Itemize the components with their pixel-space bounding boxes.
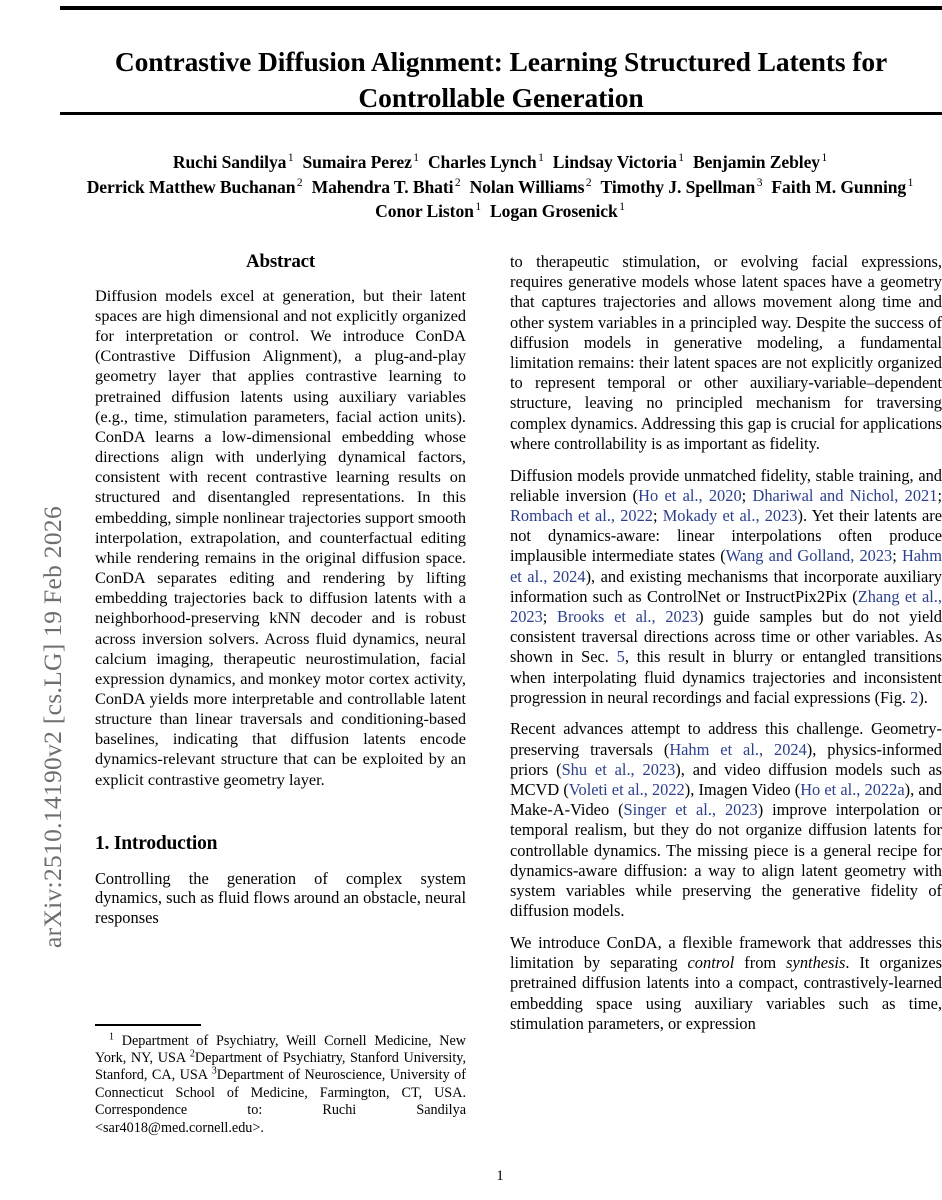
citation-link[interactable]: Ho et al., 2022a	[800, 780, 905, 800]
section-spacer	[95, 790, 466, 834]
citation-link[interactable]: Wang and Golland, 2023	[725, 546, 893, 566]
page-title: Contrastive Diffusion Alignment: Learning Structured Latents for Controllable Generation	[114, 46, 888, 114]
header-rule-top	[60, 6, 942, 10]
citation-link[interactable]: Hahm et al., 2024	[669, 739, 807, 759]
citation-link[interactable]: Dhariwal and Nichol, 2021	[752, 485, 938, 505]
author-affiliation-marker: 1	[907, 176, 914, 189]
emphasis-text: control	[687, 953, 735, 973]
citation-link[interactable]: Brooks et al., 2023	[557, 606, 699, 626]
author-affiliation-marker: 1	[413, 152, 419, 165]
author-affiliation-marker: 3	[756, 176, 763, 189]
author-name: Mahendra T. Bhati	[311, 176, 454, 197]
arxiv-stamp-text: arXiv:2510.14190v2 [cs.LG] 19 Feb 2026	[38, 505, 67, 948]
author-name: Faith M. Gunning	[771, 176, 907, 197]
section-spacer-after	[95, 854, 466, 869]
author-name: Timothy J. Spellman	[600, 176, 756, 197]
intro-paragraph-left: Controlling the generation of complex system dynamics, such as fluid flows around an obstacle, neural responses	[95, 868, 466, 928]
footnote-affiliation-marker: 2	[189, 1048, 195, 1060]
affiliation-footnote	[95, 1024, 466, 1137]
citation-link[interactable]: Voleti et al., 2022	[568, 780, 685, 800]
author-name: Derrick Matthew Buchanan	[86, 176, 296, 197]
citation-link[interactable]: Ho et al., 2020	[638, 485, 742, 505]
author-affiliation-marker: 1	[821, 152, 828, 165]
author-line	[58, 150, 942, 175]
author-name: Lindsay Victoria	[552, 152, 677, 172]
author-affiliation-marker: 2	[454, 176, 461, 189]
citation-link[interactable]: Zhang et al., 2023	[510, 586, 942, 626]
emphasis-text: synthesis	[786, 953, 846, 973]
abstract-heading: Abstract	[245, 251, 316, 272]
right-paragraph-2: Diffusion models provide unmatched fidelity, stable training, and reliable inversion (Ho et al., 2020; Dhariwal and Nichol, 2021; Rombach et al., 2022; Mokady et al., 2023). Yet their latents are not dynamics-aware: linear interpolations often produce implausible intermediate states (Wang and Golland, 2023; Hahm et al., 2024), and existing mechanisms that incorporate auxiliary information such as ControlNet or InstructPix2Pix (Zhang et al., 2023; Brooks et al., 2023) guide samples but do not yield consistent traversal directions across time or other variables. As shown in Sec. 5, this result in blurry or entangled transitions when interpolating fluid dynamics trajectories and inconsistent progression in neural recordings and facial expressions (Fig. 2).	[510, 465, 942, 707]
citation-link[interactable]: Rombach et al., 2022	[510, 505, 653, 525]
left-column	[95, 252, 466, 928]
author-affiliation-marker: 1	[619, 201, 625, 214]
author-name: Charles Lynch	[427, 152, 537, 172]
author-name: Logan Grosenick	[489, 201, 618, 221]
author-affiliation-marker: 1	[475, 201, 481, 214]
right-column	[510, 252, 942, 1034]
abstract-text: Diffusion models excel at generation, but their latent spaces are high dimensional and not explicitly organized for interpretation or control. We introduce ConDA (Contrastive Diffusion Alignment), a plug-and-play geometry layer that applies contrastive learning to pretrained diffusion latents using auxiliary variables (e.g., time, stimulation parameters, facial action units). ConDA learns a low-dimensional embedding whose directions align with underlying dynamical factors, consistent with recent contrastive learning results on structured and disentangled representations. In this embedding, simple nonlinear trajectories support smooth interpolation, extrapolation, and counterfactual editing while rendering remains in the original diffusion space. ConDA separates editing and rendering by lifting embedding trajectories back to diffusion latents with a neighborhood-preserving kNN decoder and is robust across inversion solvers. Across fluid dynamics, neural calcium imaging, therapeutic neurostimulation, facial expression dynamics, and monkey motor cortex activity, ConDA yields more interpretable and controllable latent structure than linear traversals and conditioning-based baselines, indicating that diffusion latents encode dynamics-relevant structure that can be exploited by an explicit contrastive geometry layer.	[95, 285, 466, 789]
author-name: Benjamin Zebley	[692, 152, 820, 172]
author-affiliation-marker: 1	[678, 152, 684, 165]
page-number: 1	[496, 1168, 504, 1184]
citation-link[interactable]: Singer et al., 2023	[623, 800, 758, 820]
right-paragraph-4: We introduce ConDA, a flexible framework that addresses this limitation by separating control from synthesis. It organizes pretrained diffusion latents into a compact, contrastively-learned embedding space using auxiliary variables such as time, stimulation parameters, or expression	[510, 933, 942, 1033]
author-list	[58, 150, 942, 224]
author-affiliation-marker: 2	[296, 176, 303, 189]
author-name: Ruchi Sandilya	[172, 152, 287, 172]
author-affiliation-marker: 2	[585, 176, 592, 189]
citation-link[interactable]: Hahm et al., 2024	[510, 546, 942, 586]
author-name: Sumaira Perez	[302, 152, 412, 172]
footnote-text: $^1$ Department of Psychiatry, Weill Cornell Medicine, New York, NY, USA $^2$Department of Psychiatry, Stanford University, Stanford, CA, USA $^3$Department of Neuroscience, University of Connecticut School of Medicine, Farmington, CT, USA. Correspondence to: Ruchi Sandilya <sar4018@med.cornell.edu>.	[95, 1030, 467, 1136]
author-affiliation-marker: 1	[287, 152, 294, 165]
citation-link[interactable]: Mokady et al., 2023	[662, 505, 798, 525]
author-line	[58, 199, 942, 224]
author-name: Conor Liston	[375, 201, 474, 221]
citation-link[interactable]: Shu et al., 2023	[561, 759, 676, 779]
footnote-rule	[95, 1024, 201, 1026]
citation-link[interactable]: 5	[616, 647, 625, 667]
citation-link[interactable]: 2	[910, 687, 919, 707]
footnote-affiliation-marker: 3	[211, 1065, 217, 1077]
author-name: Nolan Williams	[469, 176, 585, 197]
right-paragraph-3: Recent advances attempt to address this challenge. Geometry-preserving traversals (Hahm et al., 2024), physics-informed priors (Shu et al., 2023), and video diffusion models such as MCVD (Voleti et al., 2022), Imagen Video (Ho et al., 2022a), and Make-A-Video (Singer et al., 2023) improve interpolation or temporal realism, but they do not organize diffusion latents for controllable dynamics. The missing piece is a general recipe for dynamics-aware diffusion: a way to align latent geometry with system variables while preserving the generative fidelity of diffusion models.	[510, 719, 942, 921]
footnote-affiliation-marker: 1	[109, 1030, 114, 1042]
section-heading-introduction: 1. Introduction	[95, 832, 218, 854]
paper-page	[58, 0, 942, 1200]
author-affiliation-marker: 1	[538, 152, 544, 165]
arxiv-stamp	[0, 0, 67, 1200]
author-line	[58, 175, 942, 200]
right-paragraph-1: to therapeutic stimulation, or evolving facial expressions, requires generative models whose latent spaces have a geometry that captures trajectories and allows movement along time and other system variables in a principled way. Despite the success of diffusion models in generative modeling, a fundamental limitation remains: their latent spaces are not explicitly organized to represent temporal or other auxiliary-variable–dependent structure, leaving no principled mechanism for traversing complex dynamics. Addressing this gap is crucial for applications where controllability is as important as fidelity.	[510, 252, 942, 453]
